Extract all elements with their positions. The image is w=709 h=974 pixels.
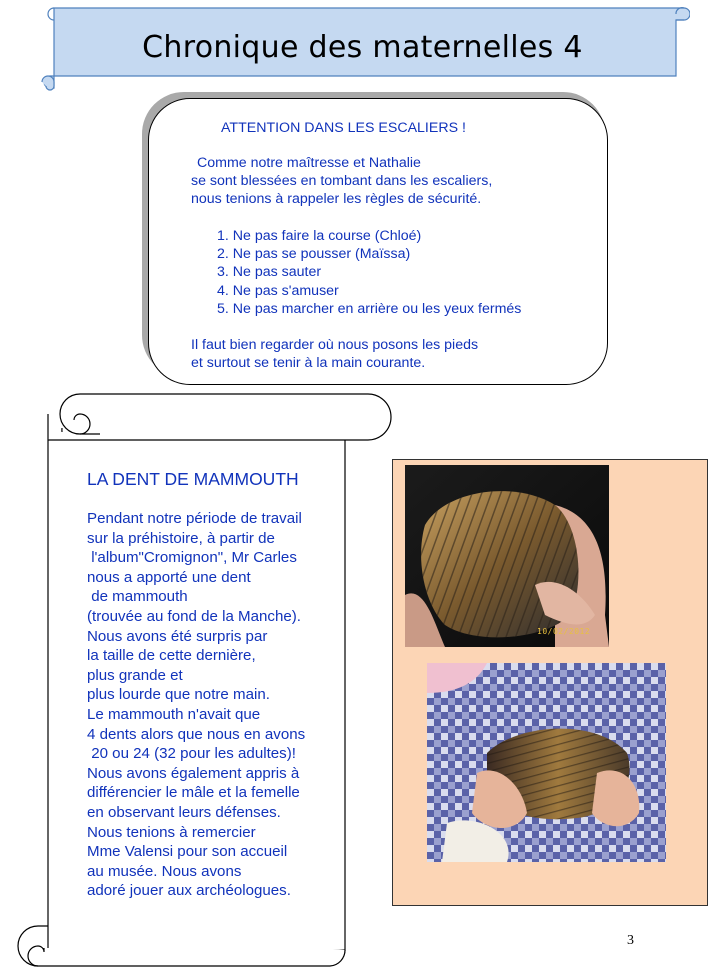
attention-title: ATTENTION DANS LES ESCALIERS !: [221, 120, 466, 136]
mammoth-text: [87, 509, 305, 901]
mammoth-line: Mme Valensi pour son accueil: [87, 843, 288, 861]
photo-date-stamp: 10/02/2012: [537, 627, 591, 636]
safety-rule: 5. Ne pas marcher en arrière ou les yeux fermés: [217, 300, 522, 317]
attention-intro-line: Comme notre maîtresse et Nathalie: [197, 155, 421, 171]
page-title: Chronique des maternelles 4: [142, 30, 583, 65]
attention-intro-line: se sont blessées en tombant dans les escaliers,: [191, 173, 493, 190]
mammoth-line: 4 dents alors que nous en avons: [87, 725, 306, 743]
mammoth-tooth-photo-1: [405, 465, 609, 647]
mammoth-line: plus lourde que notre main.: [87, 686, 270, 704]
mammoth-line: la taille de cette dernière,: [87, 647, 256, 665]
safety-rule: 2. Ne pas se pousser (Maïssa): [217, 246, 411, 263]
mammoth-line: au musée. Nous avons: [87, 862, 242, 880]
mammoth-line: (trouvée au fond de la Manche).: [87, 607, 301, 625]
mammoth-line: adoré jouer aux archéologues.: [87, 882, 291, 900]
attention-intro-line: nous tenions à rappeler les règles de sécurité.: [191, 191, 482, 208]
mammoth-title: LA DENT DE MAMMOUTH: [87, 469, 299, 489]
mammoth-line: plus grande et: [87, 666, 183, 684]
attention-outro-line: Il faut bien regarder où nous posons les pieds: [191, 337, 479, 353]
attention-outro: [191, 336, 478, 372]
page-number: 3: [627, 933, 634, 948]
mammoth-line: Le mammouth n'avait que: [87, 705, 261, 723]
mammoth-line: en observant leurs défenses.: [87, 803, 281, 821]
mammoth-line: l'album"Cromignon", Mr Carles: [87, 549, 297, 567]
attention-box: [148, 98, 608, 385]
mammoth-line: 20 ou 24 (32 pour les adultes)!: [87, 745, 296, 763]
attention-intro: [191, 154, 492, 209]
mammoth-tooth-photo-2: [427, 663, 666, 862]
safety-rule: 3. Ne pas sauter: [217, 264, 322, 281]
safety-rule: 1. Ne pas faire la course (Chloé): [217, 228, 422, 244]
mammoth-line: Nous avons été surpris par: [87, 627, 268, 645]
mammoth-line: différencier le mâle et la femelle: [87, 784, 300, 802]
safety-rule: 4. Ne pas s'amuser: [217, 282, 339, 299]
mammoth-line: sur la préhistoire, à partir de: [87, 529, 275, 547]
mammoth-line: Nous tenions à remercier: [87, 823, 256, 841]
mammoth-line: Pendant notre période de travail: [87, 510, 302, 527]
mammoth-line: Nous avons également appris à: [87, 764, 300, 782]
safety-rules-list: [217, 227, 521, 318]
attention-outro-line: et surtout se tenir à la main courante.: [191, 355, 426, 372]
mammoth-line: de mammouth: [87, 588, 188, 606]
mammoth-line: nous a apporté une dent: [87, 568, 251, 586]
